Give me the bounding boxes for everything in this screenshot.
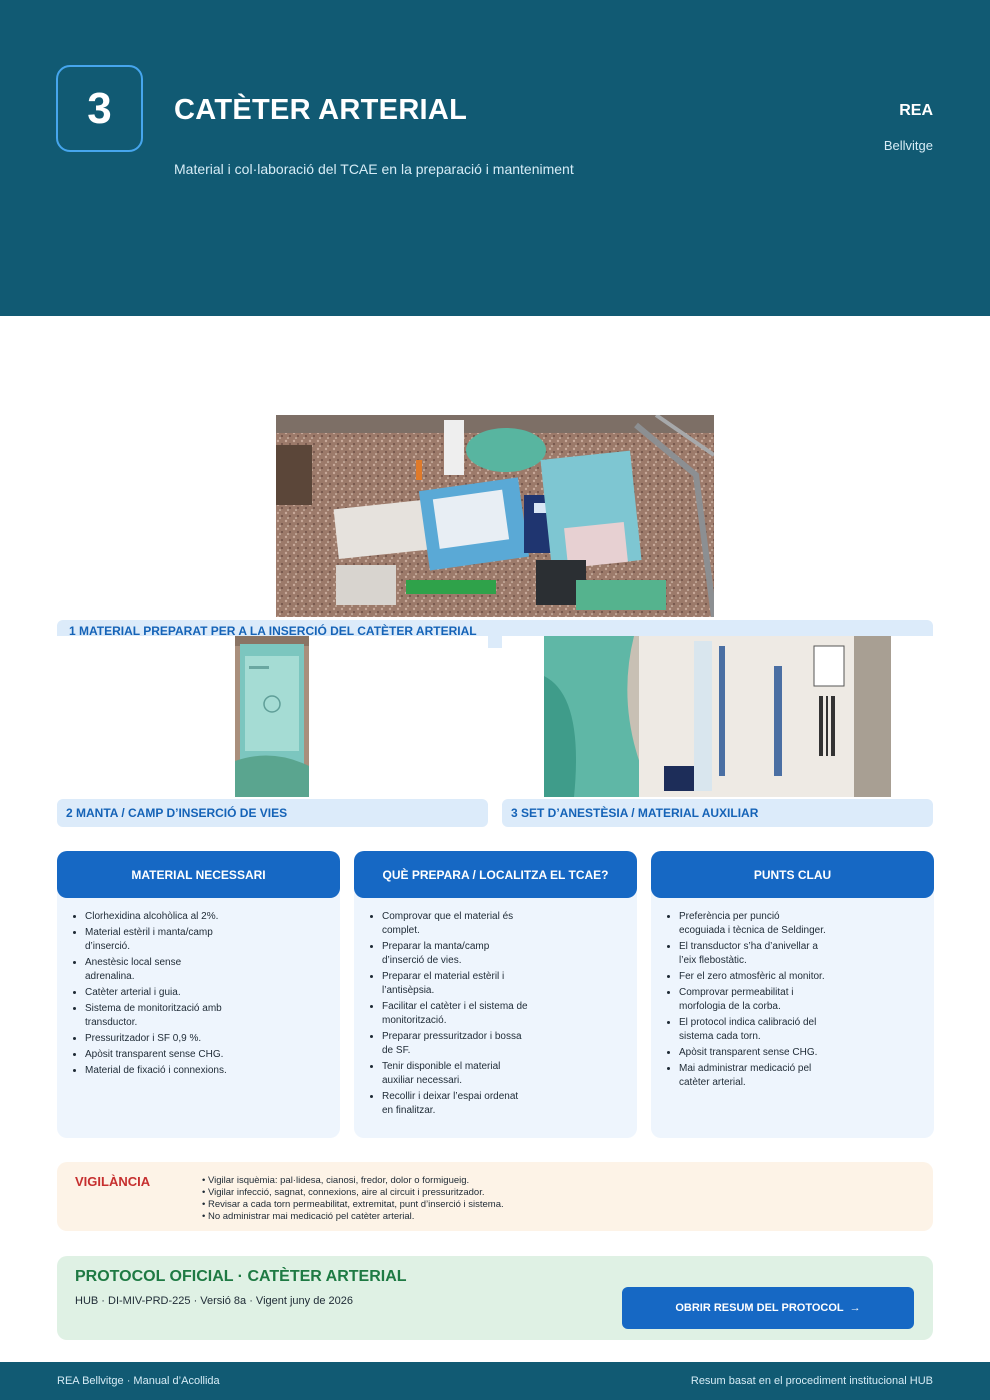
vigilancia-title: VIGILÀNCIA [75, 1174, 151, 1189]
list-item: • Apòsit transparent sense CHG. [85, 1048, 233, 1062]
card-title: MATERIAL NECESSARI [57, 851, 340, 898]
caption-material-prepared: 1 MATERIAL PREPARAT PER A LA INSERCIÓ DEL CATÈTER ARTERIAL [57, 620, 933, 636]
header-banner [0, 0, 990, 316]
vigilancia-line: • Vigilar isquèmia: pal·lidesa, cianosi, fredor, dolor o formigueig. [202, 1175, 470, 1186]
open-protocol-button[interactable] [622, 1287, 914, 1329]
card-list [354, 910, 530, 1118]
card-tcae-tasks [354, 851, 637, 1138]
list-item: • Material de fixació i connexions. [85, 1064, 233, 1078]
list-item: • Facilitar el catèter i el sistema de monitorització. [382, 1000, 530, 1028]
caption-manta-camp: 2 MANTA / CAMP D’INSERCIÓ DE VIES [57, 799, 488, 827]
list-item: • Catèter arterial i guia. [85, 986, 233, 1000]
protocol-title: PROTOCOL OFICIAL · CATÈTER ARTERIAL [75, 1268, 407, 1285]
footer-right: Resum basat en el procediment institucional HUB [690, 1375, 933, 1387]
list-item: • Tenir disponible el material auxiliar necessari. [382, 1060, 530, 1088]
vigilancia-box [57, 1162, 933, 1231]
list-item: • Material estèril i manta/camp d’inserció. [85, 926, 233, 954]
caption-anesthesia-set: 3 SET D’ANESTÈSIA / MATERIAL AUXILIAR [502, 799, 933, 827]
card-list [651, 910, 827, 1090]
page-title: CATÈTER ARTERIAL [174, 94, 468, 126]
list-item: • El protocol indica calibració del sistema cada torn. [679, 1016, 827, 1044]
list-item: • Recollir i deixar l’espai ordenat en finalitzar. [382, 1090, 530, 1118]
card-title: QUÈ PREPARA / LOCALITZA EL TCAE? [354, 851, 637, 898]
list-item: • Apòsit transparent sense CHG. [679, 1046, 827, 1060]
list-item: • Mai administrar medicació pel catèter arterial. [679, 1062, 827, 1090]
vigilancia-list [202, 1175, 504, 1223]
protocol-reference: HUB · DI-MIV-PRD-225 · Versió 8a · Vigent juny de 2026 [75, 1295, 353, 1307]
vigilancia-line: • Revisar a cada torn permeabilitat, extremitat, punt d’inserció i sistema. [202, 1199, 504, 1210]
list-item: • Fer el zero atmosfèric al monitor. [679, 970, 827, 984]
list-item: • Preparar pressuritzador i bossa de SF. [382, 1030, 530, 1058]
list-item: • Anestèsic local sense adrenalina. [85, 956, 233, 984]
unit-label: REA [899, 102, 933, 119]
photo-manta-camp [235, 636, 309, 797]
vigilancia-line: • No administrar mai medicació pel catèter arterial. [202, 1211, 415, 1222]
footer-left: REA Bellvitge · Manual d’Acollida [57, 1375, 220, 1387]
chapter-number: 3 [56, 65, 143, 152]
caption-connector [488, 636, 502, 648]
card-title: PUNTS CLAU [651, 851, 934, 898]
list-item: • Comprovar que el material és complet. [382, 910, 530, 938]
open-protocol-button-label: OBRIR RESUM DEL PROTOCOL [675, 1302, 844, 1314]
footer [0, 1362, 990, 1400]
list-item: • Preparar el material estèril i l’antisèpsia. [382, 970, 530, 998]
card-list [57, 910, 233, 1078]
list-item: • El transductor s’ha d’anivellar a l’eix flebostàtic. [679, 940, 827, 968]
card-punts-clau [651, 851, 934, 1138]
vigilancia-line: • Vigilar infecció, sagnat, connexions, aire al circuit i pressuritzador. [202, 1187, 485, 1198]
list-item: • Pressuritzador i SF 0,9 %. [85, 1032, 233, 1046]
photo-material-cart [276, 415, 714, 617]
protocol-box [57, 1256, 933, 1340]
arrow-right-icon: → [849, 1302, 861, 1314]
hospital-label: Bellvitge [883, 138, 933, 153]
list-item: • Preferència per punció ecoguiada i tècnica de Seldinger. [679, 910, 827, 938]
list-item: • Clorhexidina alcohòlica al 2%. [85, 910, 233, 924]
page-subtitle: Material i col·laboració del TCAE en la preparació i manteniment [174, 161, 574, 177]
list-item: • Comprovar permeabilitat i morfologia de la corba. [679, 986, 827, 1014]
list-item: • Sistema de monitorització amb transductor. [85, 1002, 233, 1030]
photo-anesthesia-set [544, 636, 891, 797]
card-material-necessari [57, 851, 340, 1138]
list-item: • Preparar la manta/camp d’inserció de vies. [382, 940, 530, 968]
